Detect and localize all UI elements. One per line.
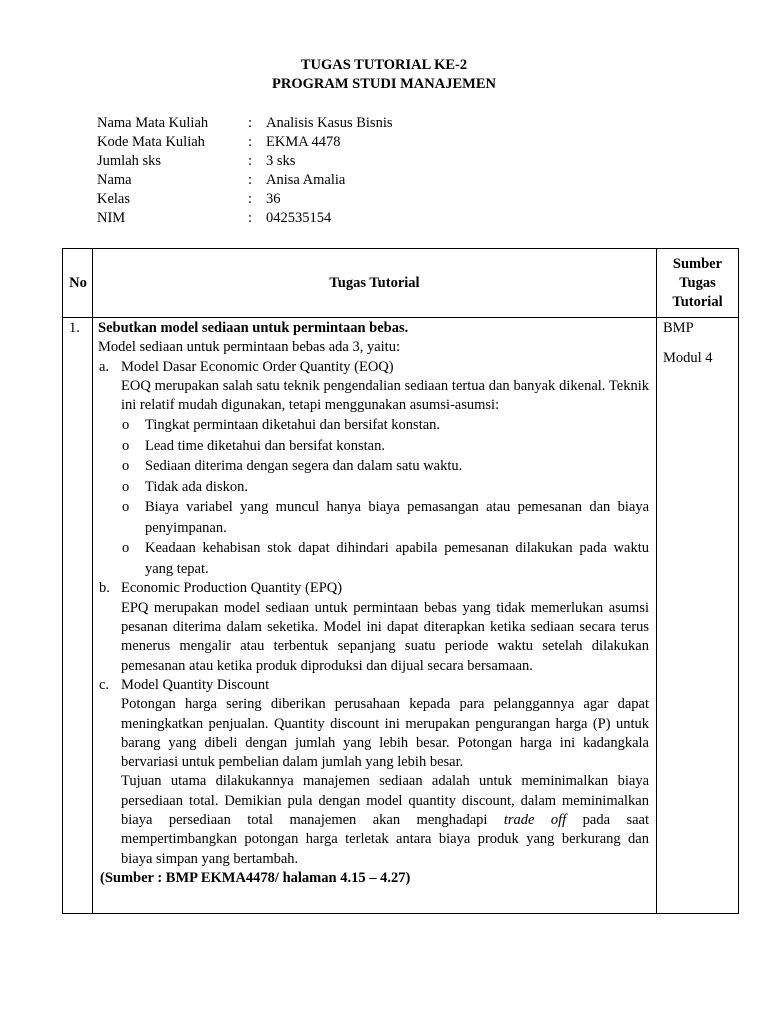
bullet-item <box>98 477 649 498</box>
info-label: Nama <box>97 172 132 188</box>
info-colon: : <box>248 191 253 207</box>
item-text: Potongan harga sering diberikan perusahaan kepada para pelanggannya agar dapat meningkatkan penjualan. Quantity discount ini merupakan pengurangan harga (P) untuk barang yang dibeli dengan jumlah yang lebih besar. Potongan harga ini kadangkala bervariasi untuk pembelian dalam jumlah yang lebih besar. <box>121 696 649 771</box>
source-bmp: BMP <box>663 320 694 336</box>
info-colon: : <box>248 134 253 150</box>
item-text <box>121 772 649 868</box>
bullet-item <box>98 456 649 477</box>
info-colon: : <box>248 210 253 226</box>
info-colon: : <box>248 115 253 131</box>
info-label: Nama Mata Kuliah <box>97 115 209 131</box>
column-header-no: No <box>69 274 87 291</box>
info-value: 042535154 <box>266 210 332 226</box>
source-module: Modul 4 <box>663 350 713 366</box>
info-value: Analisis Kasus Bisnis <box>266 115 393 131</box>
table-divider <box>63 317 738 318</box>
info-label: Jumlah sks <box>97 153 162 169</box>
document-title-line-2: PROGRAM STUDI MANAJEMEN <box>272 76 496 92</box>
info-label: NIM <box>97 210 126 226</box>
item-text: EOQ merupakan salah satu teknik pengendalian sediaan tertua dan banyak dikenal. Teknik ini relatif mudah digunakan, tetapi menggunakan asumsi-asumsi: <box>121 377 649 414</box>
column-header-source-line: Sumber <box>672 255 723 272</box>
question-text: Sebutkan model sediaan untuk permintaan bebas. <box>98 320 409 336</box>
item-heading: Economic Production Quantity (EPQ) <box>121 580 343 597</box>
bullet-icon: o <box>122 417 130 434</box>
bullet-text: Tidak ada diskon. <box>145 478 248 495</box>
tutorial-table <box>62 248 739 914</box>
bullet-text: Sediaan diterima dengan segera dan dalam satu waktu. <box>145 458 463 475</box>
item-letter: b. <box>99 580 110 597</box>
item-text-part: Tujuan utama dilakukannya manajemen sediaan adalah untuk meminimalkan biaya persediaan total. Demikian pula dengan model quantity discount, dalam meminimalkan biaya persediaan total manajemen akan menghadapi <box>121 773 649 829</box>
bullet-text: Keadaan kehabisan stok dapat dihindari apabila pemesanan dilakukan pada waktu yang tepat. <box>145 540 649 577</box>
info-value: EKMA 4478 <box>266 134 341 150</box>
bullet-text: Lead time diketahui dan bersifat konstan. <box>145 437 385 454</box>
item-heading: Model Dasar Economic Order Quantity (EOQ) <box>121 358 394 375</box>
list-item <box>98 358 649 416</box>
info-colon: : <box>248 153 253 169</box>
table-divider <box>92 249 93 913</box>
column-header-source-line: Tugas <box>679 274 716 291</box>
bullet-icon: o <box>122 437 130 454</box>
source-reference: (Sumber : BMP EKMA4478/ halaman 4.15 – 4.27) <box>100 869 411 886</box>
info-value: 36 <box>266 191 281 207</box>
column-header-task: Tugas Tutorial <box>329 274 420 291</box>
list-item <box>98 579 649 675</box>
item-text-part: pada saat mempertimbangkan potongan harga terletak antara biaya produk yang berkurang dan biaya simpan yang bertambah. <box>121 812 650 867</box>
info-label: Kode Mata Kuliah <box>97 134 205 150</box>
info-colon: : <box>248 172 253 188</box>
list-item <box>98 676 649 869</box>
bullet-icon: o <box>122 499 130 516</box>
document-title-line-1: TUGAS TUTORIAL KE-2 <box>300 57 468 73</box>
bullet-item <box>98 497 649 538</box>
bullet-item <box>98 538 649 579</box>
item-text: EPQ merupakan model sediaan untuk permintaan bebas yang tidak memerlukan asumsi pesanan diterima dalam seketika. Model ini dapat diterapkan ketika sediaan secara terus menerus mengalir atau terbentuk sepanjang suatu periode waktu setelah dilakukan pemesanan atau ketika produk diproduksi dan dijual secara bersamaan. <box>121 599 649 674</box>
item-heading: Model Quantity Discount <box>121 676 270 693</box>
item-letter: a. <box>99 358 110 375</box>
bullet-item <box>98 415 649 436</box>
info-value: 3 sks <box>266 153 296 169</box>
info-value: Anisa Amalia <box>266 172 346 188</box>
info-label: Kelas <box>97 191 131 207</box>
intro-text: Model sediaan untuk permintaan bebas ada 3, yaitu: <box>98 339 400 356</box>
bullet-icon: o <box>122 540 130 557</box>
item-letter: c. <box>99 676 110 693</box>
bullet-icon: o <box>122 478 130 495</box>
column-header-source-line: Tutorial <box>672 293 723 310</box>
row-number: 1. <box>69 320 80 336</box>
task-content <box>98 319 649 888</box>
bullet-text: Tingkat permintaan diketahui dan bersifat konstan. <box>145 417 441 434</box>
italic-term: trade off <box>503 812 567 829</box>
bullet-text: Biaya variabel yang muncul hanya biaya pemasangan atau pemesanan dan biaya penyimpanan. <box>145 499 649 536</box>
column-header-source <box>657 249 738 317</box>
bullet-item <box>98 436 649 457</box>
bullet-icon: o <box>122 458 130 475</box>
table-divider <box>656 249 657 913</box>
